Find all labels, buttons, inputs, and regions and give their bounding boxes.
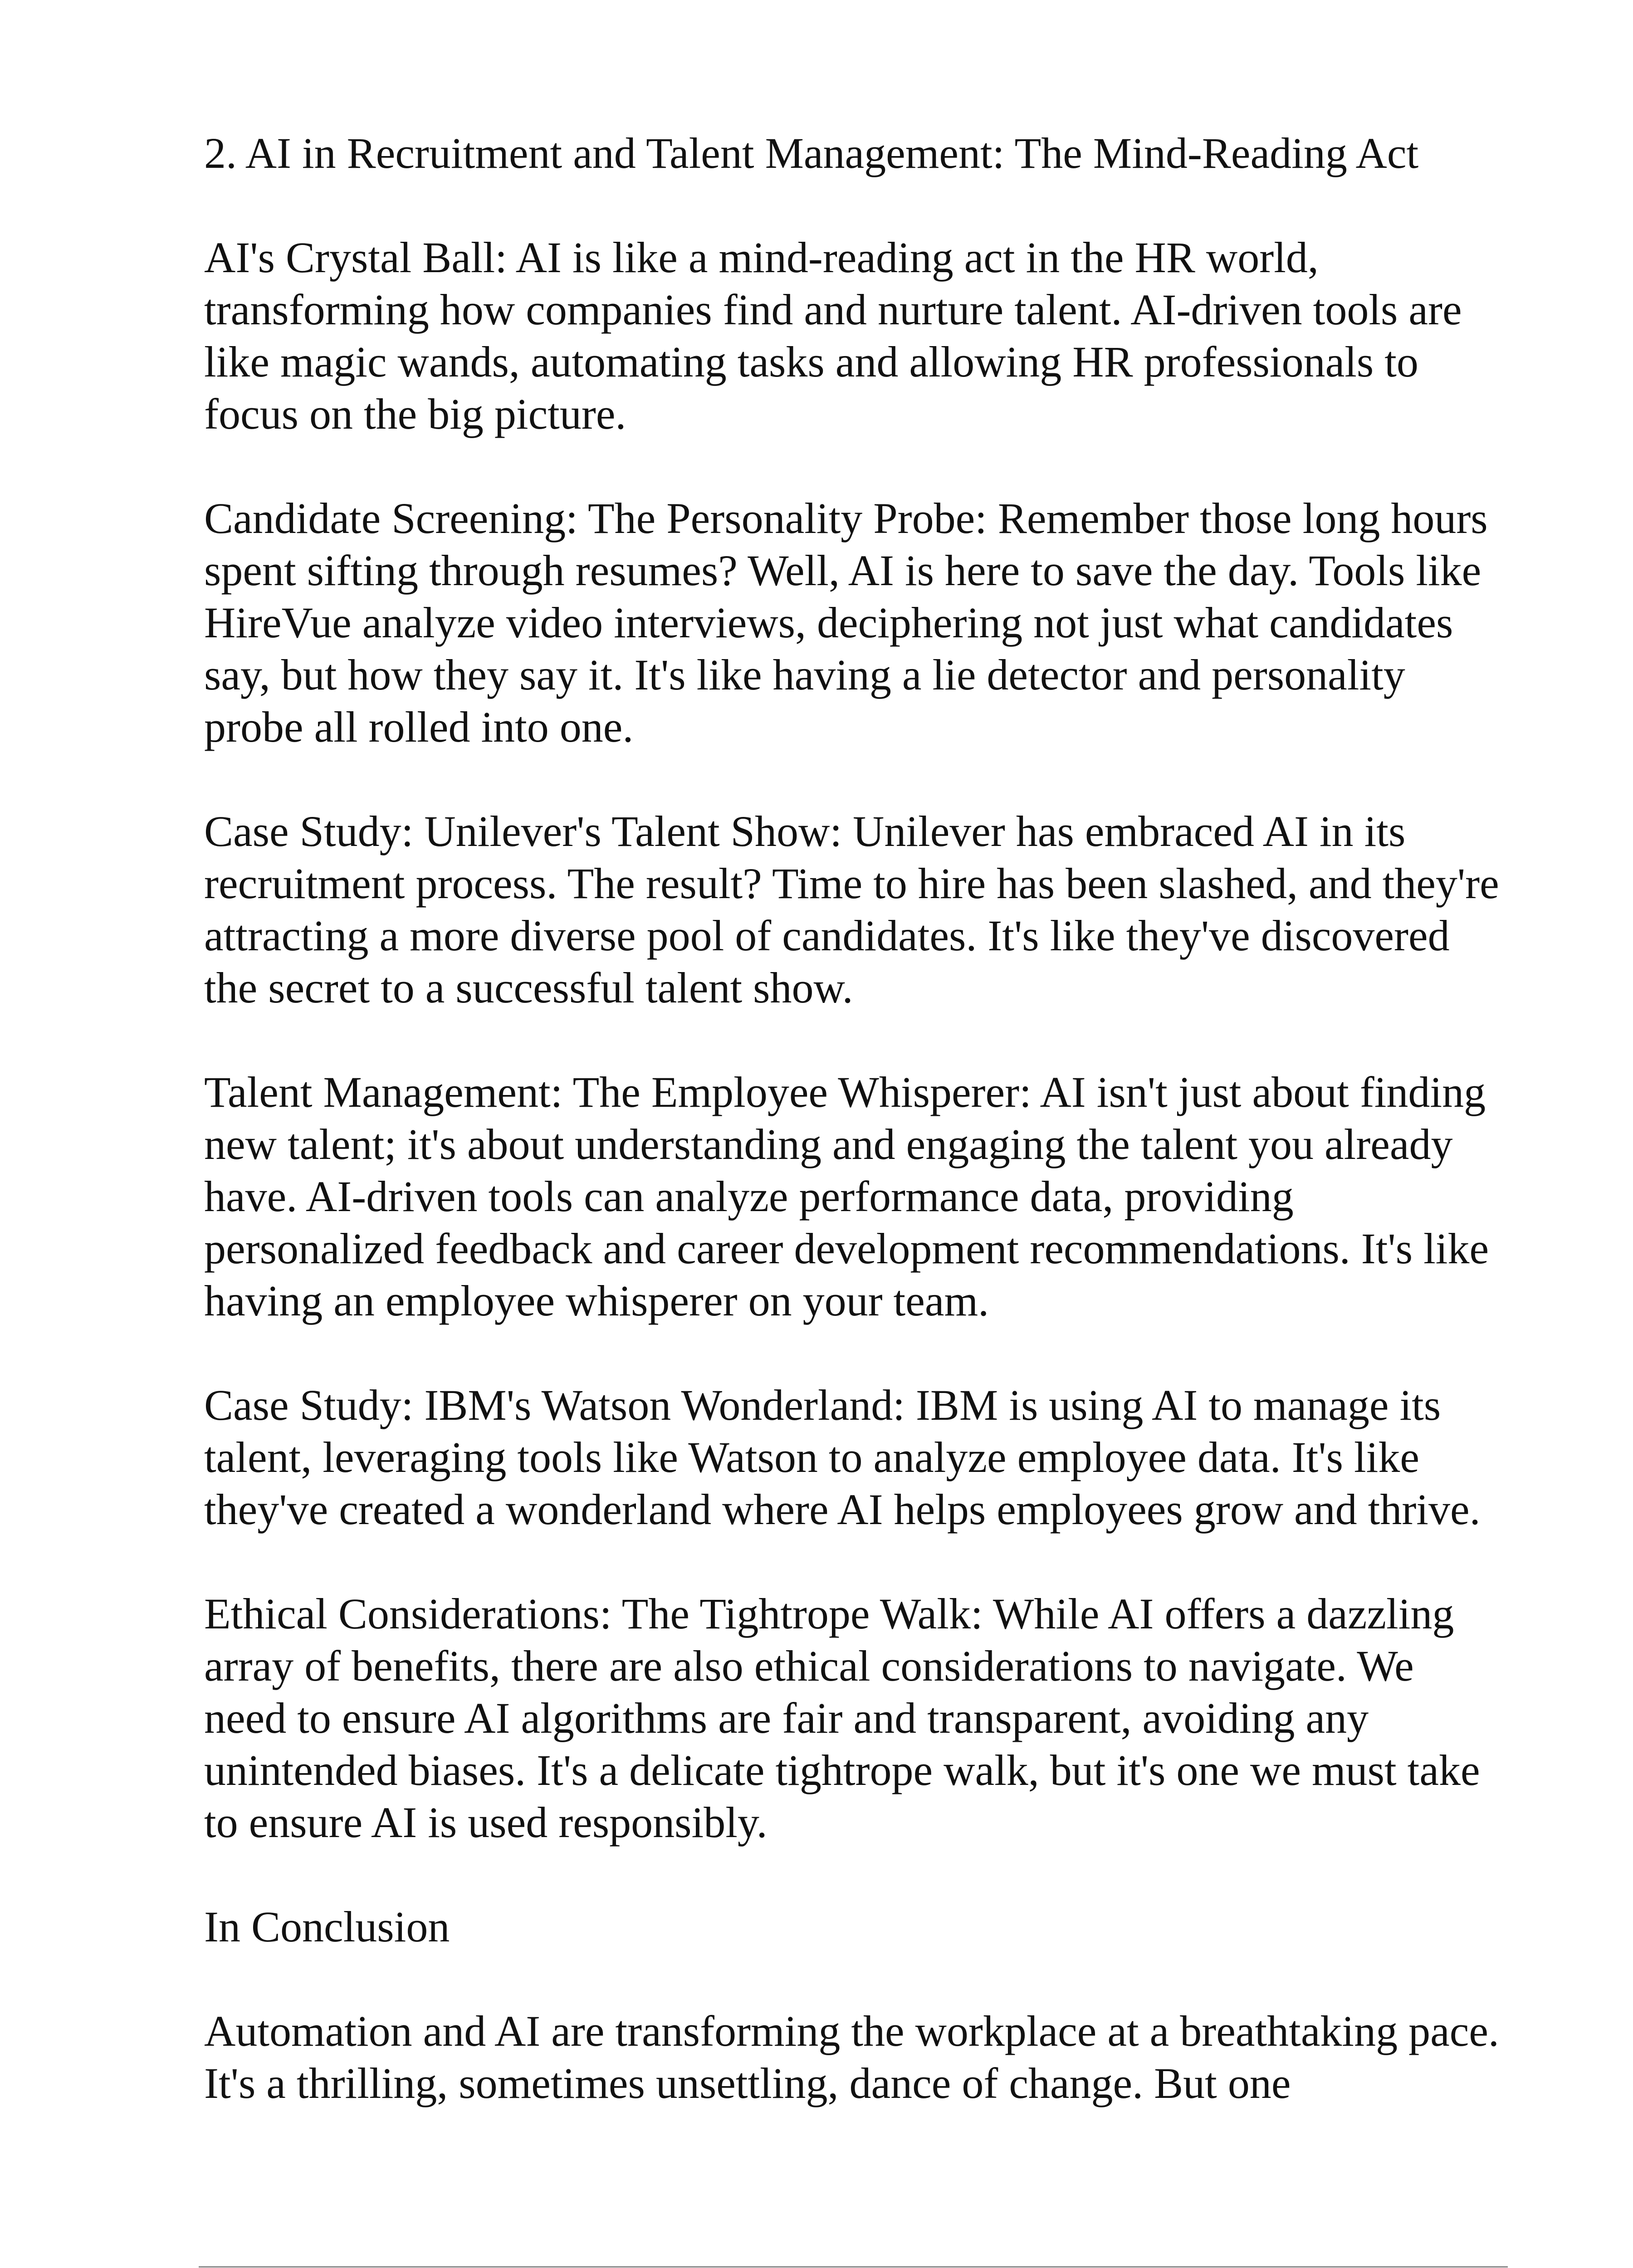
paragraph-candidate-screening: Candidate Screening: The Personality Probe: Remember those long hours spent sifting through resumes? Well, AI is here to save the day. Tools like HireVue analyze video interviews, deciphering not just what candidates say, but how they say it. It's like having a lie detector and personality probe all rolled into one. [204, 494, 1488, 751]
footer-divider [199, 2266, 1508, 2268]
paragraph-crystal-ball: AI's Crystal Ball: AI is like a mind-reading act in the HR world, transforming how companies find and nurture talent. AI-driven tools are like magic wands, automating tasks and allowing HR professionals to focus on the big picture. [204, 233, 1462, 438]
paragraph-ethical-considerations: Ethical Considerations: The Tightrope Walk: While AI offers a dazzling array of benefits, there are also ethical considerations to navigate. We need to ensure AI algorithms are fair and transparent, avoiding any unintended biases. It's a delicate tightrope walk, but it's one we must take to ensure AI is used responsibly. [204, 1589, 1480, 1847]
paragraph-ibm-case-study: Case Study: IBM's Watson Wonderland: IBM is using AI to manage its talent, leveraging tools like Watson to analyze employee data. It's like they've created a wonderland where AI helps employees grow and thrive. [204, 1381, 1481, 1534]
paragraph-talent-management: Talent Management: The Employee Whisperer: AI isn't just about finding new talent; it's about understanding and engaging the talent you already have. AI-driven tools can analyze performance data, providing personalized feedback and career development recommendations. It's like having an employee whisperer on your team. [204, 1068, 1489, 1325]
section-heading: 2. AI in Recruitment and Talent Management: The Mind-Reading Act [204, 129, 1419, 177]
conclusion-heading: In Conclusion [204, 1902, 450, 1951]
paragraph-unilever-case-study: Case Study: Unilever's Talent Show: Unilever has embraced AI in its recruitment process. The result? Time to hire has been slashed, and they're attracting a more diverse pool of candidates. It's like they've discovered the secret to a successful talent show. [204, 807, 1499, 1012]
page-body [204, 127, 1501, 2109]
conclusion-paragraph: Automation and AI are transforming the workplace at a breathtaking pace. It's a thrilling, sometimes unsettling, dance of change. But one [204, 2007, 1499, 2107]
